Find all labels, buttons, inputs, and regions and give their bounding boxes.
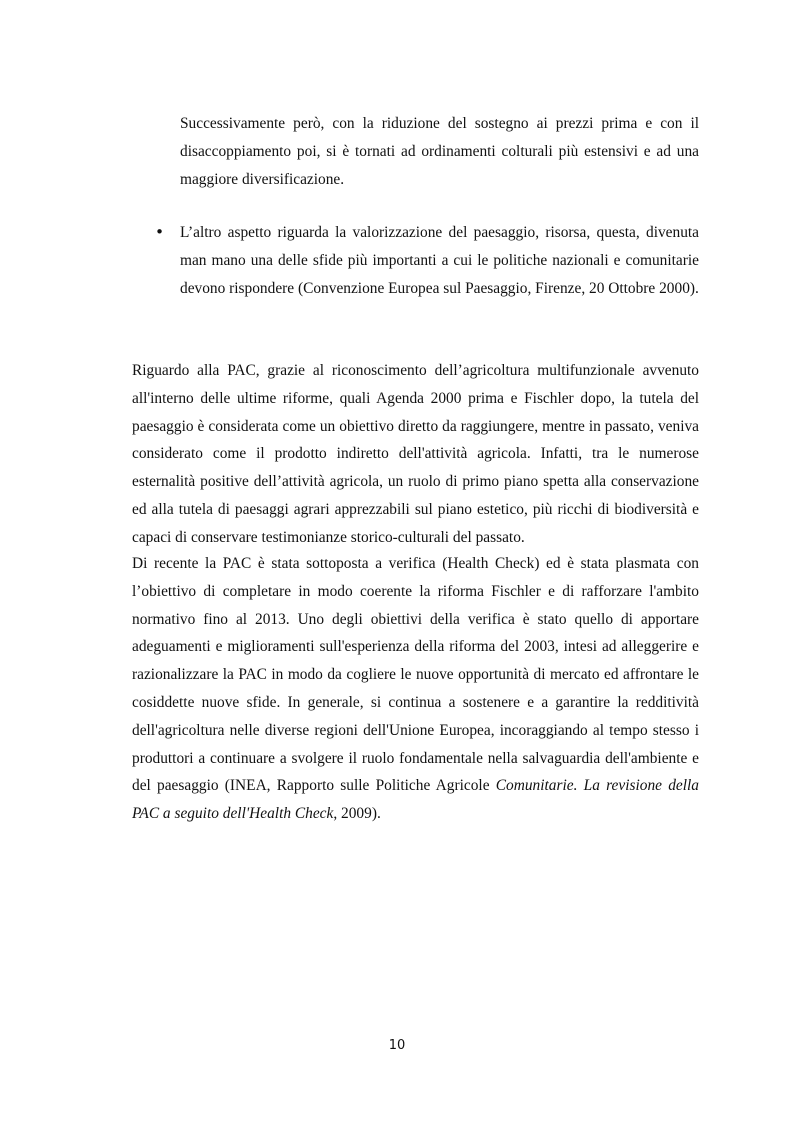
continuation-paragraph: Successivamente però, con la riduzione del sostegno ai prezzi prima e con il disaccoppiamento poi, si è tornati ad ordinamenti colturali più estensivi e ad una maggiore diversificazione. (180, 115, 699, 188)
page-number: 10 (388, 1038, 406, 1053)
citation-year: , 2009). (333, 805, 381, 823)
paragraph-health-check-text: Di recente la PAC è stata sottoposta a verifica (Health Check) ed è stata plasmata con l’obiettivo di completare in modo coerente la riforma Fischler e di rafforzare l'ambito normativo fino al 2013. Uno degli obiettivi della verifica è stato quello di apportare adeguamenti e miglioramenti sull'esperienza della riforma del 2003, intesi ad alleggerire e razionalizzare la PAC in modo da cogliere le nuove opportunità di mercato ed affrontare le cosiddette nuove sfide. In generale, si continua a sostenere e a garantire la redditività dell'agricoltura nelle diverse regioni dell'Unione Europea, incoraggiando al tempo stesso i produttori a continuare a svolgere il ruolo fondamentale nella salvaguardia dell'ambiente e del paesaggio (INEA, Rapporto sulle Politiche Agricole (132, 555, 699, 795)
bullet-list-item: L’altro aspetto riguarda la valorizzazione del paesaggio, risorsa, questa, divenuta man mano una delle sfide più importanti a cui le politiche nazionali e comunitarie devono rispondere (Convenzione Europea sul Paesaggio, Firenze, 20 Ottobre 2000). (180, 224, 699, 297)
paragraph-health-check (132, 550, 699, 828)
paragraph-pac-landscape: Riguardo alla PAC, grazie al riconoscimento dell’agricoltura multifunzionale avvenuto all'interno delle ultime riforme, quali Agenda 2000 prima e Fischler dopo, la tutela del paesaggio è considerata come un obiettivo diretto da raggiungere, mentre in passato, veniva considerato come il prodotto indiretto dell'attività agricola. Infatti, tra le numerose esternalità positive dell’attività agricola, un ruolo di primo piano spetta alla conservazione ed alla tutela di paesaggi agrari apprezzabili sul piano estetico, più ricchi di biodiversità e capaci di conservare testimonianze storico-culturali del passato. (132, 362, 699, 546)
citation-title: Comunitarie. La revisione della PAC a seguito dell'Health Check (132, 777, 699, 823)
bullet-icon: • (155, 223, 165, 241)
